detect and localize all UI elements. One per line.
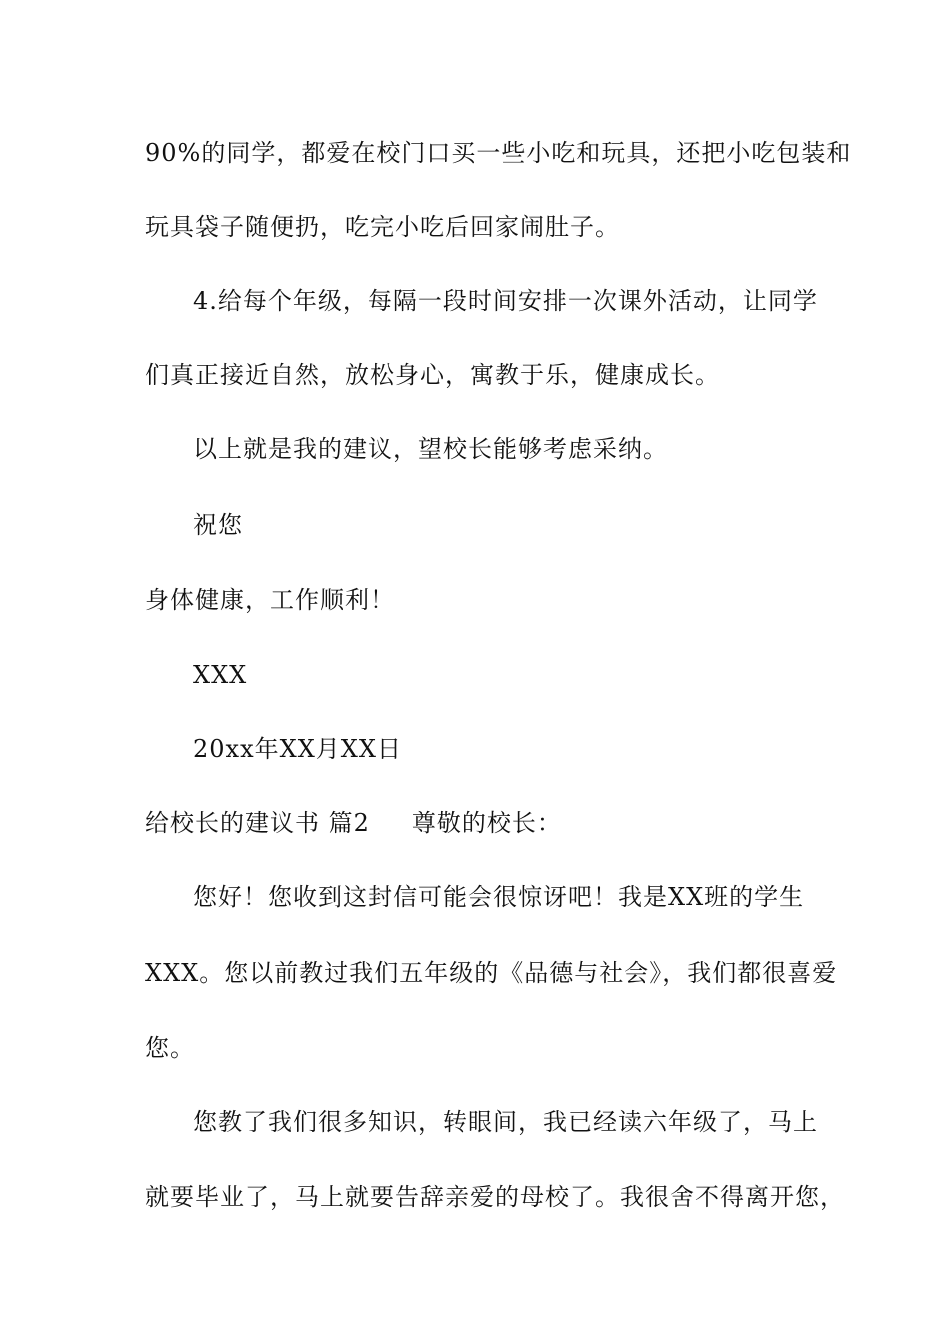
- paragraph-4-line-1: 您好！您收到这封信可能会很惊讶吧！我是XX班的学生: [193, 883, 805, 911]
- paragraph-3: 以上就是我的建议，望校长能够考虑采纳。: [193, 435, 668, 463]
- section-heading-row: [145, 808, 562, 838]
- paragraph-2-line-2: 们真正接近自然，放松身心，寓教于乐，健康成长。: [145, 361, 720, 389]
- paragraph-5-line-2: 就要毕业了，马上就要告辞亲爱的母校了。我很舍不得离开您，: [145, 1183, 845, 1211]
- closing-wish: 身体健康，工作顺利！: [145, 586, 395, 614]
- closing-greeting: 祝您: [193, 511, 243, 539]
- paragraph-4-line-3: 您。: [145, 1034, 195, 1062]
- paragraph-4-line-2: XXX。您以前教过我们五年级的《品德与社会》，我们都很喜爱: [145, 959, 838, 987]
- paragraph-1-line-2: 玩具袋子随便扔，吃完小吃后回家闹肚子。: [145, 213, 620, 241]
- paragraph-5-line-1: 您教了我们很多知识，转眼间，我已经读六年级了，马上: [193, 1108, 818, 1136]
- salutation: 尊敬的校长：: [411, 809, 562, 837]
- section-heading: 给校长的建议书 篇2: [145, 809, 370, 837]
- paragraph-1-line-1: 90%的同学，都爱在校门口买一些小吃和玩具，还把小吃包装和: [145, 139, 852, 167]
- signature: XXX: [193, 661, 248, 689]
- paragraph-2-line-1: 4.给每个年级，每隔一段时间安排一次课外活动，让同学: [193, 287, 818, 315]
- date: 20xx年XX月XX日: [193, 735, 402, 763]
